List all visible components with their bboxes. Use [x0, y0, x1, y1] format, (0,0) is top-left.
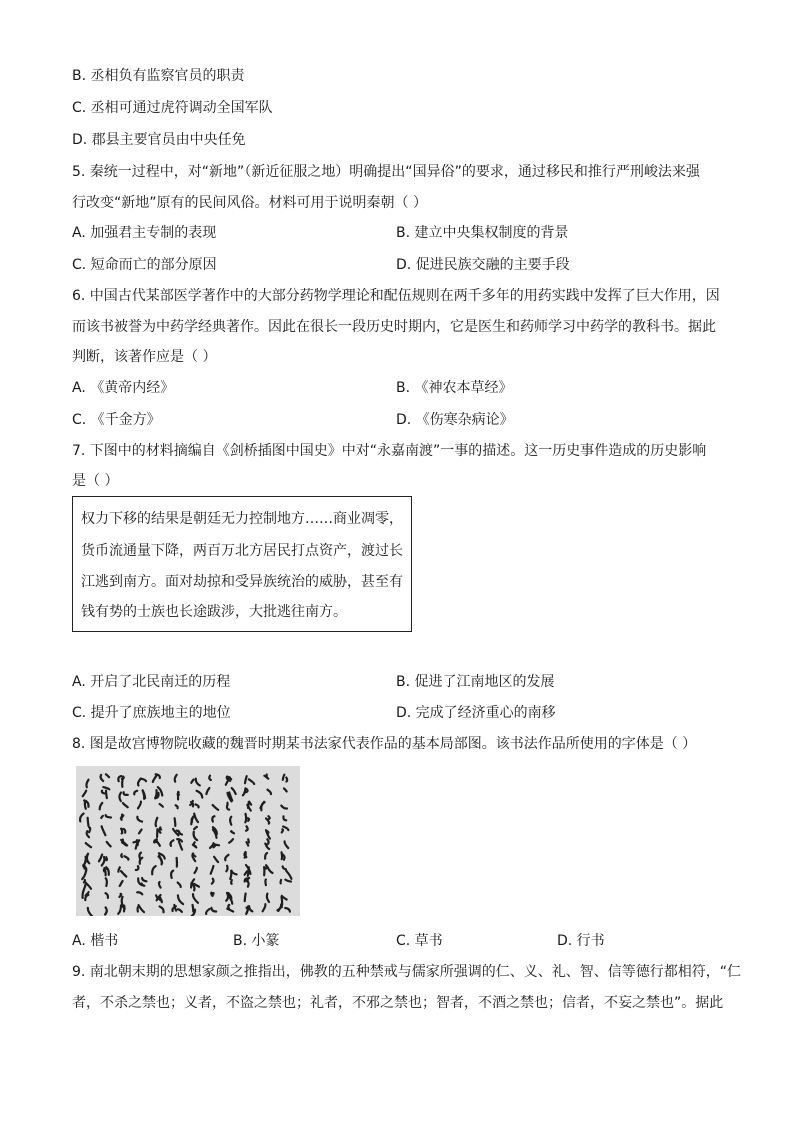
- q7-quote-line3: 江逃到南方。面对劫掠和受异族统治的威胁，甚至有: [81, 574, 403, 590]
- brush-stroke: [85, 801, 86, 809]
- q7-stem-line2: 是（ ）: [72, 473, 119, 489]
- brush-stroke: [248, 818, 249, 821]
- q5-option-a: A. 加强君主专制的表现: [72, 225, 217, 241]
- q6-option-a: A. 《黄帝内经》: [72, 380, 175, 396]
- brush-stroke: [88, 818, 89, 826]
- brush-stroke: [230, 817, 231, 825]
- brush-stroke: [282, 829, 283, 832]
- brush-stroke: [267, 831, 269, 834]
- q7-quote-line4: 钱有势的士族也长途跋涉，大批逃往南方。: [81, 604, 347, 620]
- brush-stroke: [286, 778, 287, 782]
- q6-stem-line1: 6. 中国古代某部医学著作中的大部分药物学理论和配伍规则在两千多年的用药实践中发挥了巨大作用，因: [72, 288, 720, 304]
- calligraphy-image: [76, 766, 300, 916]
- calligraphy-picture: [76, 766, 300, 916]
- brush-stroke: [83, 891, 84, 898]
- q7-option-b: B. 促进了江南地区的发展: [396, 674, 555, 690]
- brush-stroke: [248, 867, 249, 876]
- q8-option-c: C. 草书: [396, 933, 443, 949]
- brush-stroke: [138, 906, 139, 911]
- q9-stem-line1: 9. 南北朝末期的思想家颜之推指出，佛教的五种禁戒与儒家所强调的仁、义、礼、智、信等德行都相符，“仁: [72, 964, 742, 980]
- brush-stroke: [119, 894, 121, 897]
- q8-option-d: D. 行书: [557, 933, 605, 949]
- brush-stroke: [175, 818, 176, 826]
- q7-option-d: D. 完成了经济重心的南移: [396, 705, 556, 721]
- q6-option-c: C. 《千金方》: [72, 412, 161, 428]
- brush-stroke: [248, 839, 249, 842]
- brush-stroke: [193, 905, 194, 912]
- brush-stroke: [84, 880, 85, 882]
- q6-option-b: B. 《神农本草经》: [396, 380, 513, 396]
- q8-option-b: B. 小篆: [233, 933, 280, 949]
- brush-stroke: [121, 854, 122, 857]
- q8-stem-line1: 8. 图是故宫博物院收藏的魏晋时期某书法家代表作品的基本局部图。该书法作品所使用的字体是（ ）: [72, 736, 697, 752]
- q7-quote-line1: 权力下移的结果是朝廷无力控制地方……商业凋零，: [81, 511, 403, 527]
- brush-stroke: [231, 880, 232, 884]
- brush-stroke: [268, 816, 269, 819]
- q4-option-c: C. 丞相可通过虎符调动全国军队: [72, 100, 273, 116]
- q5-option-b: B. 建立中央集权制度的背景: [396, 225, 569, 241]
- q5-stem-line2: 行改变“新地”原有的民间风俗。材料可用于说明秦朝（ ）: [72, 195, 427, 211]
- q4-option-d: D. 郡县主要官员由中央任免: [72, 132, 246, 148]
- q5-option-d: D. 促进民族交融的主要手段: [396, 257, 570, 273]
- brush-stroke: [106, 791, 107, 799]
- q6-stem-line2: 而该书被誉为中药学经典著作。因此在很长一段历史时期内，它是医生和药师学习中药学的教科书。据此: [72, 319, 716, 335]
- q5-stem-line1: 5. 秦统一过程中，对“新地”（新近征服之地）明确提出“国异俗”的要求，通过移民和推行严刑峻法来强: [72, 164, 700, 180]
- brush-stroke: [226, 866, 227, 872]
- brush-stroke: [101, 816, 103, 818]
- brush-stroke: [265, 880, 266, 886]
- brush-stroke: [106, 857, 107, 860]
- q7-option-c: C. 提升了庶族地主的地位: [72, 705, 231, 721]
- brush-stroke: [245, 814, 246, 823]
- brush-stroke: [245, 894, 246, 902]
- q8-option-a: A. 楷书: [72, 933, 119, 949]
- q5-option-c: C. 短命而亡的部分原因: [72, 257, 217, 273]
- q7-stem-line1: 7. 下图中的材料摘编自《剑桥插图中国史》中对“永嘉南渡”一事的描述。这一历史事件造成的历史影响: [72, 443, 707, 459]
- brush-stroke: [281, 880, 282, 884]
- q9-stem-line2: 者，不杀之禁也；义者，不盗之禁也；礼者，不邪之禁也；智者，不酒之禁也；信者，不妄之禁也”。据此: [72, 995, 724, 1011]
- q7-option-a: A. 开启了北民南迁的历程: [72, 674, 231, 690]
- brush-stroke: [122, 778, 123, 787]
- brush-stroke: [282, 852, 283, 859]
- brush-stroke: [160, 827, 161, 829]
- q4-option-b: B. 丞相负有监察官员的职责: [72, 68, 245, 84]
- q7-quote-line2: 货币流通量下降，两百万北方居民打点资产，渡过长: [81, 543, 403, 559]
- brush-stroke: [121, 829, 122, 834]
- brush-stroke: [104, 869, 106, 871]
- q6-stem-line3: 判断，该著作应是（ ）: [72, 349, 217, 365]
- brush-stroke: [228, 905, 229, 909]
- q7-quote-box: [72, 496, 412, 632]
- q6-option-d: D. 《伤寒杂病论》: [396, 412, 514, 428]
- brush-stroke: [245, 853, 246, 858]
- brush-stroke: [106, 878, 107, 886]
- brush-stroke: [89, 827, 90, 832]
